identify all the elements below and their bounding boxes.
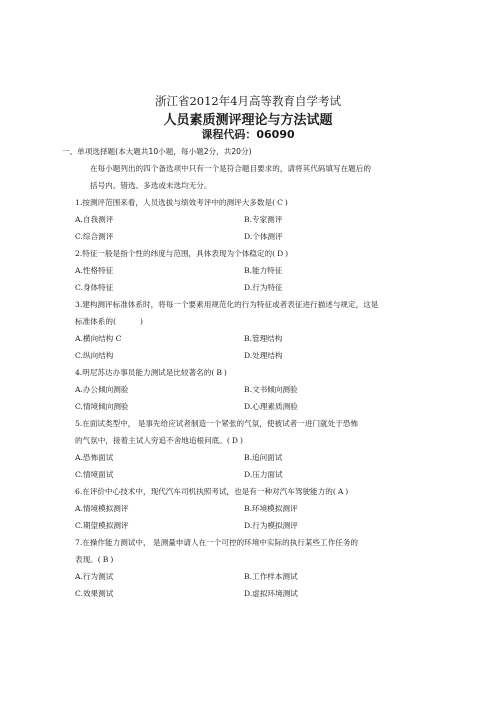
option-d: D.压力面试 — [244, 470, 283, 479]
bracket: ) — [139, 317, 143, 326]
answer-mark: C — [277, 198, 283, 207]
exam-title: 人员素质测评理论与方法试题 — [163, 113, 333, 128]
option-b: B.追问面试 — [244, 453, 283, 462]
option-d: D.心理素质测验 — [244, 402, 298, 411]
question-stem — [75, 198, 288, 208]
option-d: D.行为特征 — [244, 283, 283, 292]
option-a: A.横向结构 C — [75, 334, 122, 343]
bracket: ) — [284, 198, 288, 207]
bracket: ) — [239, 436, 243, 445]
question-text: 2.特征一般是指个性的纬度与范围，具体表现为个体稳定的( — [75, 249, 276, 258]
question-text: 标准体系的( — [75, 317, 116, 326]
answer-mark: B — [216, 368, 222, 377]
question-stem — [75, 436, 243, 446]
question-stem — [75, 555, 113, 565]
option-b: B.工作样本测试 — [244, 572, 298, 581]
question-text: 4.明尼苏达办事员能力测试是比较著名的( — [75, 368, 215, 377]
answer-mark: D — [277, 249, 284, 258]
option-a: A.自我测评 — [75, 215, 114, 224]
option-c: C.期望模拟测评 — [75, 521, 129, 530]
bracket: ) — [345, 487, 349, 496]
bracket: ) — [285, 249, 289, 258]
option-b: B.文书倾向测验 — [244, 385, 298, 394]
section-instruction: 在每小题列出的四个备选项中只有一个是符合题目要求的，请将其代码填写在题后的 — [90, 164, 371, 173]
option-d: D.处理结构 — [244, 351, 283, 360]
option-c: C.情境倾向测验 — [75, 402, 129, 411]
option-c: C.效果测试 — [75, 589, 114, 598]
option-d: D.虚拟环境测试 — [244, 589, 298, 598]
option-a: A.情境模拟测评 — [75, 504, 129, 513]
question-text: 的气氛中，接着主试人穷追不舍地追根问底。( — [75, 436, 230, 445]
bracket: ) — [110, 555, 114, 564]
option-a: A.性格特征 — [75, 266, 114, 275]
option-c: C.纵向结构 — [75, 351, 114, 360]
question-text: 7.在操作能力测试中， 是测量申请人在一个可控的环境中实际的执行某些工作任务的 — [75, 538, 359, 547]
option-d: D.个体测评 — [244, 232, 283, 241]
option-a: A.恐怖面试 — [75, 453, 114, 462]
section-heading: 一、单项选择题(本大题共10小题，每小题2分，共20分) — [62, 147, 252, 156]
bracket: ) — [223, 368, 227, 377]
question-text: 1.按测评范围来看，人员选拔与绩效考评中的测评大多数是( — [75, 198, 276, 207]
option-b: B.能力特征 — [244, 266, 283, 275]
option-d: D.行为模拟测评 — [244, 521, 298, 530]
section-instruction: 括号内。错选、多选或未选均无分。 — [90, 181, 212, 190]
exam-heading: 浙江省2012年4月高等教育自学考试 — [154, 94, 342, 108]
answer-mark: B — [102, 555, 109, 564]
question-stem — [75, 487, 348, 497]
question-stem — [75, 368, 227, 378]
question-text: 表现。( — [75, 555, 101, 564]
question-text: 3.建构测评标准体系时，将每一个要素用规范化的行为特征或者表征进行描述与规定，这是 — [75, 300, 379, 309]
question-text: 5.在面试类型中， 是事先给应试者制造一个紧张的气氛，使被试者一进门就处于恐怖 — [75, 419, 359, 428]
answer-mark: D — [231, 436, 238, 445]
question-stem — [75, 249, 288, 259]
option-b: B.专家测评 — [244, 215, 283, 224]
option-b: B.管理结构 — [244, 334, 283, 343]
answer-mark: A — [337, 487, 344, 496]
question-text: 6.在评价中心技术中，现代汽车司机执照考试，也是有一种对汽车驾驶能力的( — [75, 487, 336, 496]
option-b: B.环境模拟测评 — [244, 504, 298, 513]
option-c: C.情境面试 — [75, 470, 114, 479]
option-c: C.综合测评 — [75, 232, 114, 241]
option-c: C.身体特征 — [75, 283, 114, 292]
course-code: 课程代码：06090 — [201, 128, 295, 141]
option-a: A.行为测试 — [75, 572, 114, 581]
option-a: A.办公倾向测验 — [75, 385, 129, 394]
question-stem — [75, 317, 143, 327]
